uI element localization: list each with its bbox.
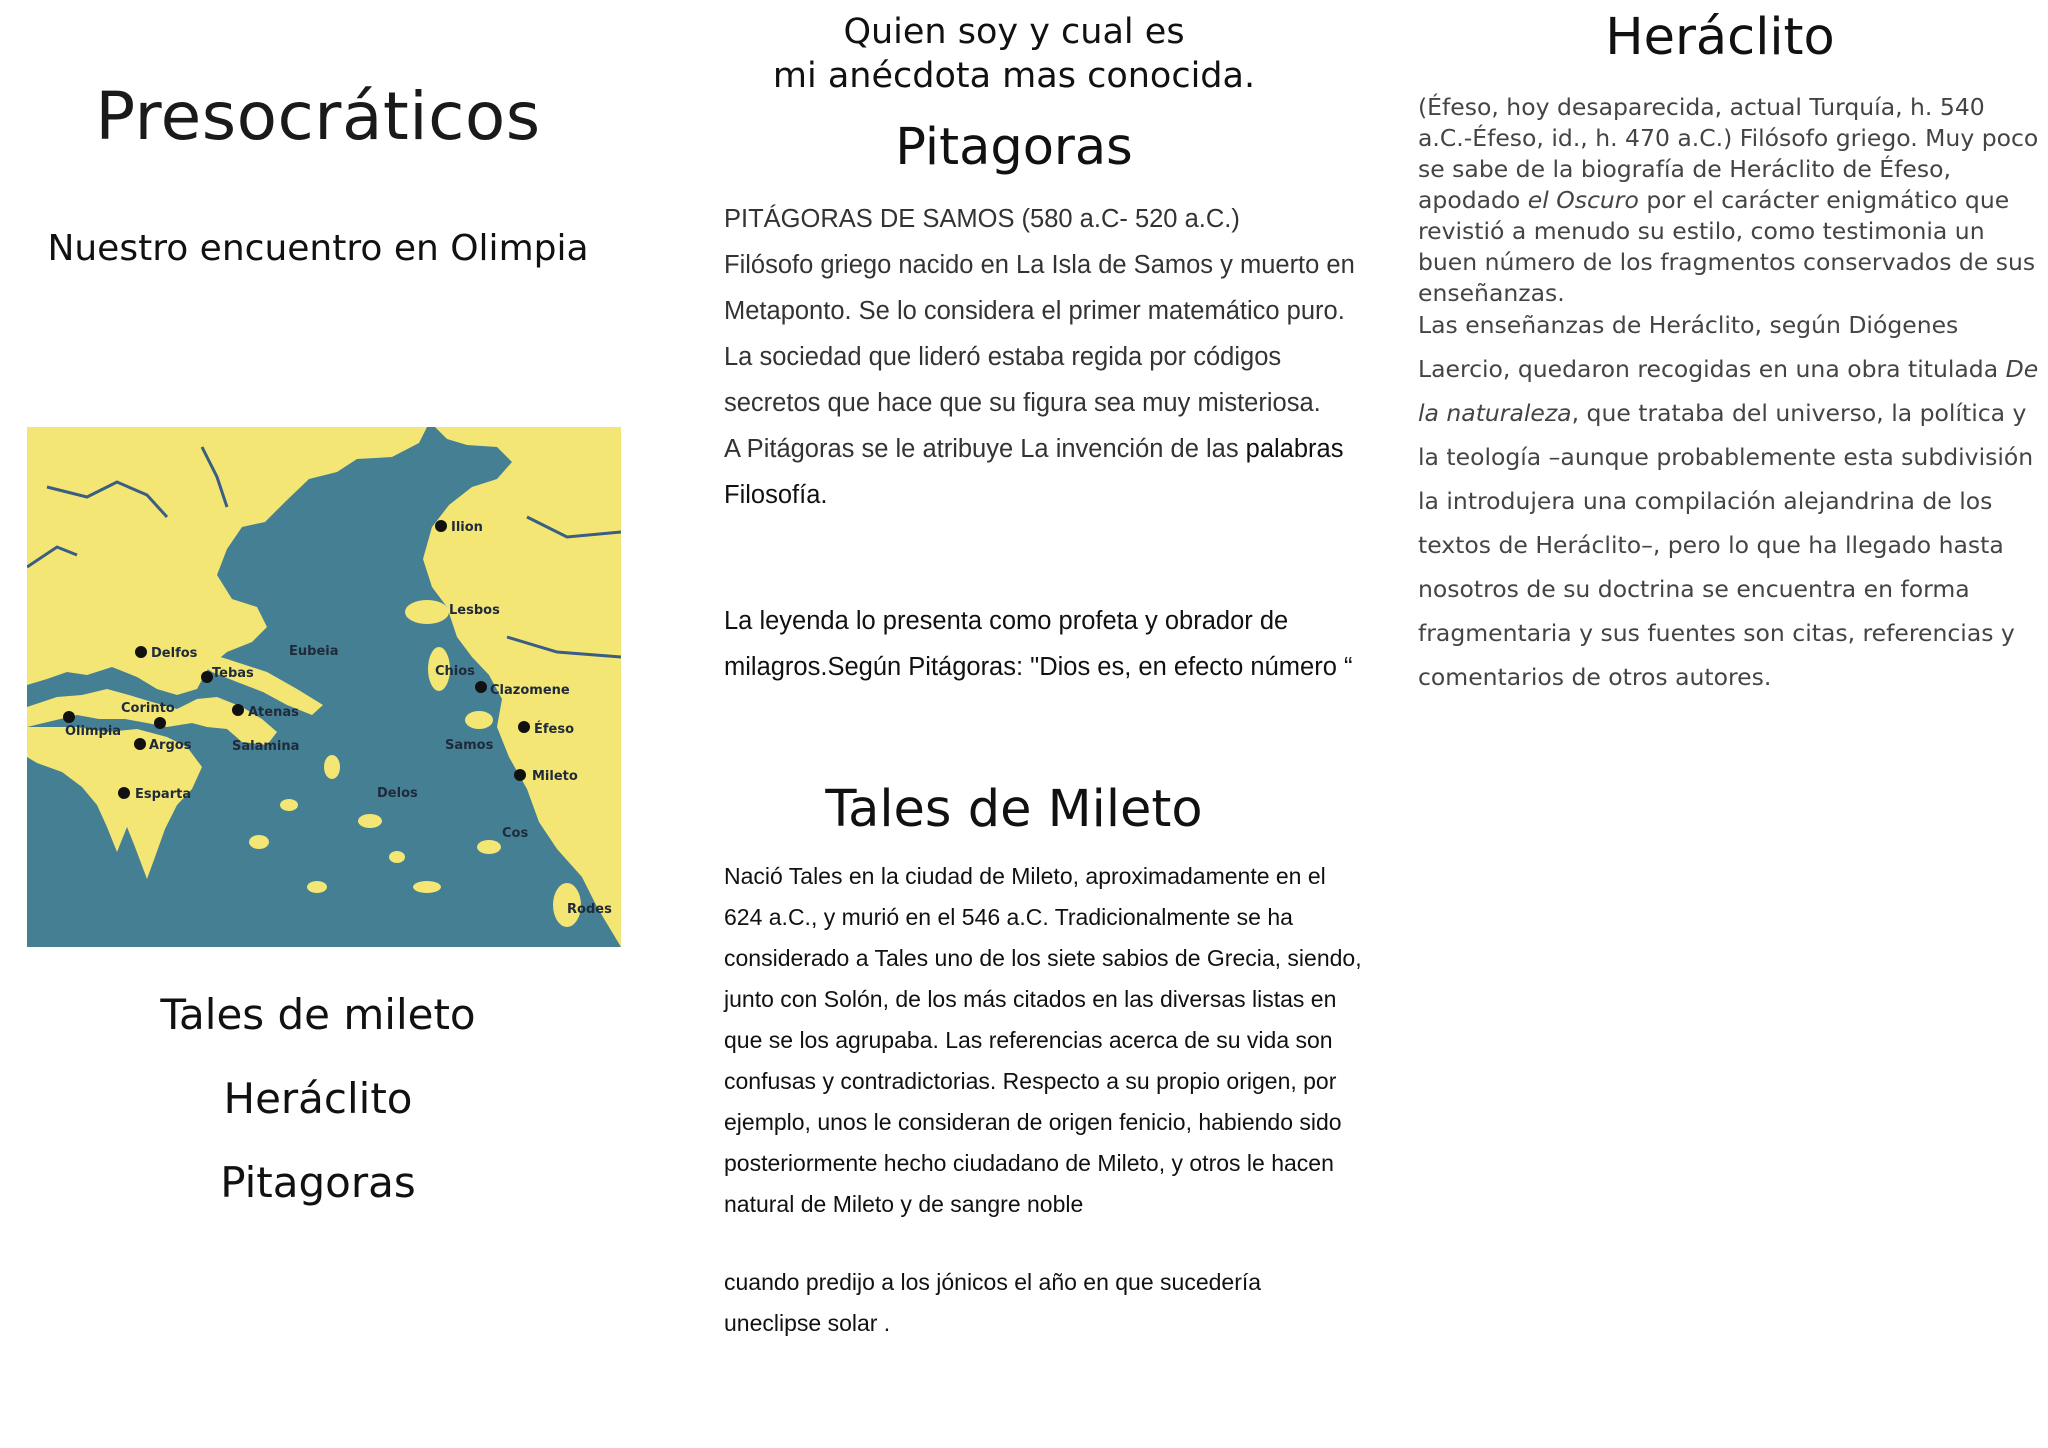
- map-label-esparta: Esparta: [135, 787, 192, 802]
- bio-nickname: el Oscuro: [1527, 186, 1639, 214]
- map-label-atenas: Atenas: [248, 705, 299, 720]
- map-label-clazomene: Clazomene: [490, 683, 570, 698]
- teachings-text: , que trataba del universo, la política y la teología –aunque probablemente esta subdivisión la introdujera una compilación alejandrina de los textos de Heráclito–, pero lo que ha llegado hasta nosotros de su doctrina se encuentra en forma fragmentaria y sus fuentes son citas, referencias y comentarios de otros autores.: [1418, 399, 2034, 691]
- brochure-title: Presocráticos: [95, 78, 541, 155]
- map-label-ilion: Ilion: [451, 520, 483, 535]
- map-label-samos: Samos: [445, 738, 494, 753]
- middle-panel: [636, 0, 1392, 1448]
- tales-eclipse: cuando predijo a los jónicos el año en que sucedería uneclipse solar .: [724, 1269, 1262, 1336]
- map-label-corinto: Corinto: [121, 701, 175, 716]
- bio-text: por el carácter enigmático que revistió a menudo su estilo, como testimonia un buen número de los fragmentos conservados de sus enseñanzas.: [1418, 186, 2036, 307]
- map-label-olimpia: Olimpia: [65, 724, 122, 739]
- philosopher-name: Heráclito: [223, 1074, 413, 1123]
- heraclito-title: Heráclito: [1605, 8, 1835, 67]
- map-label-delos: Delos: [377, 786, 418, 801]
- pitagoras-text: [724, 196, 1364, 518]
- pitagoras-header: PITÁGORAS DE SAMOS (580 a.C- 520 a.C.): [724, 205, 1240, 233]
- brochure-subtitle: Nuestro encuentro en Olimpia: [47, 228, 589, 269]
- map-label-lesbos: Lesbos: [449, 603, 500, 618]
- heraclito-bio: [1418, 92, 2042, 309]
- intro-heading: [636, 10, 1392, 98]
- map-label-tebas: Tebas: [212, 666, 254, 681]
- bio-text: (Éfeso, hoy desaparecida, actual Turquía, h. 540 a.C.-Éfeso, id., h. 470 a.C.) Filósofo griego. Muy poco se sabe de la biografía de Heráclito de Éfeso, apodado: [1418, 93, 2039, 214]
- tales-title: Tales de Mileto: [825, 780, 1203, 839]
- map-label-cos: Cos: [502, 826, 529, 841]
- intro-line: mi anécdota mas conocida.: [772, 56, 1256, 96]
- map-label-argos: Argos: [149, 738, 192, 753]
- map-label-salamina: Salamina: [232, 739, 300, 754]
- philosopher-list: [0, 985, 636, 1237]
- pitagoras-legend: La leyenda lo presenta como profeta y obrador de milagros.Según Pitágoras: "Dios es, en efecto número “: [724, 607, 1353, 681]
- map-label-rodes: Rodes: [567, 902, 612, 917]
- pitagoras-title: Pitagoras: [895, 118, 1133, 177]
- left-panel: [0, 0, 636, 1448]
- map-label-eubeia: Eubeia: [289, 644, 339, 659]
- attribution-highlight: palabras Filosofía.: [724, 435, 1344, 509]
- map-label-delfos: Delfos: [151, 646, 198, 661]
- intro-line: Quien soy y cual es: [843, 12, 1185, 52]
- attribution-text: A Pitágoras se le atribuye La invención de las: [724, 435, 1246, 463]
- map-label-mileto: Mileto: [532, 769, 578, 784]
- tales-body: Nació Tales en la ciudad de Mileto, aproximadamente en el 624 a.C., y murió en el 546 a.C. Tradicionalmente se ha considerado a Tales uno de los siete sabios de Grecia, siendo, junto con Solón, de los más citados en las diversas listas en que se los agrupaba. Las referencias acerca de su vida son confusas y contradictorias. Respecto a su propio origen, por ejemplo, unos le consideran de origen fenicio, habiendo sido posteriormente hecho ciudadano de Mileto, y otros le hacen natural de Mileto y de sangre noble: [724, 863, 1362, 1217]
- map-label-chios: Chios: [435, 664, 475, 679]
- teachings-work-title: De la naturaleza: [1418, 355, 2039, 427]
- right-panel: [1392, 0, 2048, 1448]
- pitagoras-attribution: [724, 426, 1364, 518]
- map-label-efeso: Éfeso: [534, 722, 575, 737]
- heraclito-teachings: [1418, 303, 2042, 699]
- teachings-text: Las enseñanzas de Heráclito, según Diógenes Laercio, quedaron recogidas en una obra titulada: [1418, 311, 2006, 383]
- philosopher-name: Pitagoras: [220, 1158, 416, 1207]
- greece-map: [27, 427, 621, 947]
- pitagoras-body: Filósofo griego nacido en La Isla de Samos y muerto en Metaponto. Se lo considera el primer matemático puro. La sociedad que lideró estaba regida por códigos secretos que hace que su figura sea muy misteriosa.: [724, 251, 1355, 417]
- philosopher-name: Tales de mileto: [160, 990, 476, 1039]
